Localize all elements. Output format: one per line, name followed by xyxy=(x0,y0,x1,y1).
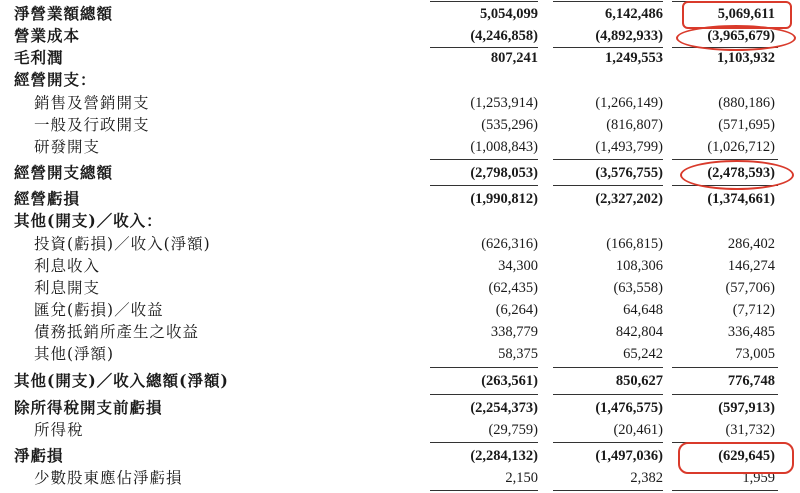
cell-col1: 34,300 xyxy=(498,258,538,274)
cell-col3: (629,645) xyxy=(718,448,775,464)
cell-col2: 64,648 xyxy=(623,302,663,318)
table-row xyxy=(0,162,800,184)
table-row xyxy=(0,445,800,467)
cell-col1: (2,284,132) xyxy=(470,448,538,464)
row-label: 經營虧損 xyxy=(14,189,81,208)
row-label: 所得稅 xyxy=(34,421,84,439)
table-row xyxy=(0,3,800,25)
cell-col3: 286,402 xyxy=(727,236,775,252)
cell-col1: (29,759) xyxy=(488,422,538,438)
table-row xyxy=(0,467,800,489)
cell-col2: 6,142,486 xyxy=(605,6,663,22)
rule xyxy=(430,185,538,186)
table-row xyxy=(0,210,800,232)
cell-col3: 336,485 xyxy=(727,324,775,340)
rule xyxy=(553,367,663,368)
table-row xyxy=(0,299,800,321)
rule xyxy=(553,394,663,395)
cell-col2: (63,558) xyxy=(613,280,663,296)
table-row xyxy=(0,92,800,114)
row-label: 其他(開支)／收入總額(淨額) xyxy=(14,371,229,390)
cell-col3: 5,069,611 xyxy=(717,6,775,22)
row-label: 經營開支總額 xyxy=(14,163,114,182)
rule xyxy=(430,159,538,160)
row-label: 營業成本 xyxy=(14,26,81,45)
cell-col2: (166,815) xyxy=(606,236,663,252)
section-heading: 其他(開支)／收入： xyxy=(14,211,163,230)
cell-col3: (571,695) xyxy=(718,117,775,133)
row-label: 淨虧損 xyxy=(14,446,64,465)
rule xyxy=(672,442,778,443)
cell-col2: 842,804 xyxy=(615,324,663,340)
row-label: 銷售及營銷開支 xyxy=(34,94,150,112)
rule xyxy=(672,159,778,160)
table-row xyxy=(0,47,800,69)
table-row xyxy=(0,321,800,343)
cell-col3: (2,478,593) xyxy=(707,165,775,181)
cell-col2: (3,576,755) xyxy=(595,165,663,181)
cell-col3: (597,913) xyxy=(718,400,775,416)
cell-col1: (263,561) xyxy=(481,373,538,389)
row-label: 投資(虧損)／收入(淨額) xyxy=(34,235,211,253)
row-label: 匯兌(虧損)／收益 xyxy=(34,301,164,319)
rule xyxy=(672,367,778,368)
cell-col3: 73,005 xyxy=(735,346,775,362)
rule xyxy=(672,490,778,491)
table-row xyxy=(0,25,800,47)
table-row xyxy=(0,114,800,136)
cell-col1: (1,008,843) xyxy=(470,139,538,155)
rule xyxy=(553,442,663,443)
row-label: 少數股東應佔淨虧損 xyxy=(34,469,183,487)
cell-col1: (1,253,914) xyxy=(470,95,538,111)
top-rule-col1 xyxy=(430,1,538,2)
rule xyxy=(430,394,538,395)
cell-col3: 776,748 xyxy=(727,373,775,389)
table-row xyxy=(0,136,800,158)
cell-col2: (20,461) xyxy=(613,422,663,438)
top-rule-col3 xyxy=(672,1,778,2)
cell-col2: (1,497,036) xyxy=(595,448,663,464)
rule xyxy=(672,185,778,186)
cell-col2: (1,476,575) xyxy=(595,400,663,416)
cell-col2: 108,306 xyxy=(615,258,663,274)
cell-col1: (535,296) xyxy=(481,117,538,133)
cell-col1: 5,054,099 xyxy=(480,6,538,22)
rule xyxy=(430,490,538,491)
cell-col1: (6,264) xyxy=(495,302,538,318)
row-label: 除所得稅開支前虧損 xyxy=(14,398,163,417)
cell-col3: 146,274 xyxy=(727,258,775,274)
row-label: 淨營業額總額 xyxy=(14,4,114,23)
cell-col1: 807,241 xyxy=(490,50,538,66)
row-label: 研發開支 xyxy=(34,138,101,156)
cell-col3: (7,712) xyxy=(732,302,775,318)
rule xyxy=(553,490,663,491)
table-row xyxy=(0,255,800,277)
table-row xyxy=(0,343,800,365)
cell-col3: 1,959 xyxy=(742,470,775,486)
cell-col2: (2,327,202) xyxy=(595,191,663,207)
table-row xyxy=(0,419,800,441)
row-label: 其他(淨額) xyxy=(34,345,115,363)
cell-col1: (626,316) xyxy=(481,236,538,252)
row-label: 利息開支 xyxy=(34,279,101,297)
cell-col2: (4,892,933) xyxy=(595,28,663,44)
cell-col1: (2,254,373) xyxy=(470,400,538,416)
cell-col1: 338,779 xyxy=(490,324,538,340)
cell-col1: (1,990,812) xyxy=(470,191,538,207)
row-label: 毛利潤 xyxy=(14,48,64,67)
rule xyxy=(672,394,778,395)
cell-col2: (1,493,799) xyxy=(595,139,663,155)
rule xyxy=(430,442,538,443)
cell-col3: 1,103,932 xyxy=(717,50,775,66)
top-rule-col2 xyxy=(553,1,663,2)
rule xyxy=(553,159,663,160)
table-row xyxy=(0,69,800,91)
cell-col3: (1,026,712) xyxy=(707,139,775,155)
cell-col1: 2,150 xyxy=(505,470,538,486)
cell-col3: (3,965,679) xyxy=(707,28,775,44)
table-row xyxy=(0,188,800,210)
cell-col3: (57,706) xyxy=(725,280,775,296)
cell-col2: 850,627 xyxy=(615,373,663,389)
cell-col2: (1,266,149) xyxy=(595,95,663,111)
cell-col2: (816,807) xyxy=(606,117,663,133)
row-label: 債務抵銷所產生之收益 xyxy=(34,323,200,341)
rule xyxy=(430,367,538,368)
cell-col2: 2,382 xyxy=(630,470,663,486)
cell-col1: (2,798,053) xyxy=(470,165,538,181)
section-heading: 經營開支： xyxy=(14,70,97,89)
row-label: 利息收入 xyxy=(34,257,101,275)
table-row xyxy=(0,370,800,392)
table-row xyxy=(0,277,800,299)
rule xyxy=(553,185,663,186)
cell-col2: 1,249,553 xyxy=(605,50,663,66)
cell-col3: (1,374,661) xyxy=(707,191,775,207)
cell-col1: 58,375 xyxy=(498,346,538,362)
cell-col2: 65,242 xyxy=(623,346,663,362)
cell-col1: (4,246,858) xyxy=(470,28,538,44)
row-label: 一般及行政開支 xyxy=(34,116,150,134)
cell-col3: (31,732) xyxy=(725,422,775,438)
cell-col1: (62,435) xyxy=(488,280,538,296)
table-row xyxy=(0,397,800,419)
table-row xyxy=(0,233,800,255)
cell-col3: (880,186) xyxy=(718,95,775,111)
